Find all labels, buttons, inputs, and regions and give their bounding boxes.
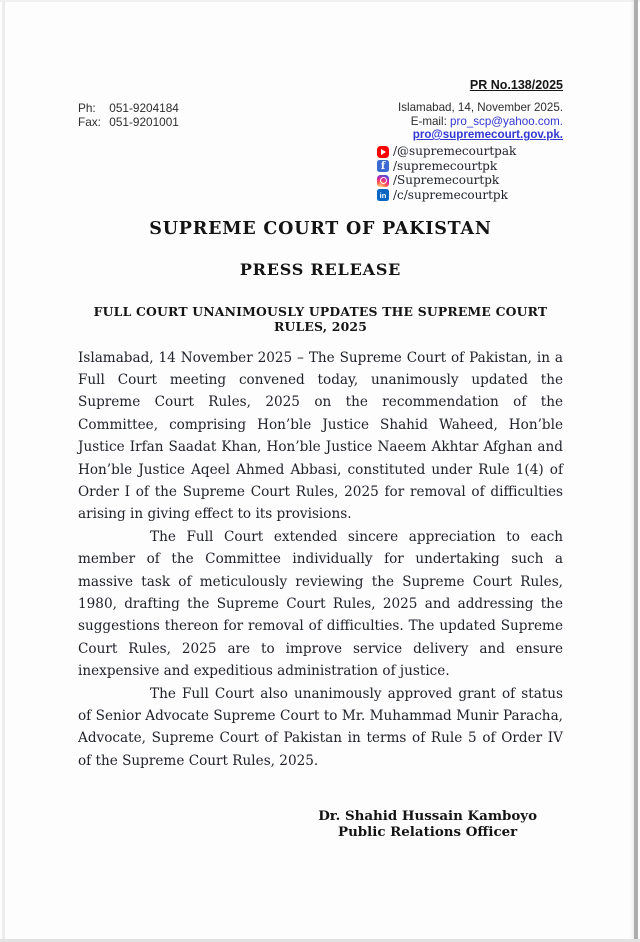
social-row-instagram[interactable]: [377, 174, 563, 189]
fax-label: Fax:: [78, 115, 101, 129]
signatory-name: Dr. Shahid Hussain Kamboyo: [318, 808, 537, 825]
facebook-handle[interactable]: /supremecourtpk: [393, 158, 498, 173]
headline: FULL COURT UNANIMOUSLY UPDATES THE SUPREME COURT RULES, 2025: [93, 303, 548, 334]
linkedin-handle[interactable]: /c/supremecourtpk: [393, 187, 508, 202]
fax-line: [78, 115, 179, 129]
email-gov-link[interactable]: pro@supremecourt.gov.pk.: [412, 128, 563, 141]
social-row-linkedin[interactable]: [377, 188, 563, 203]
email-line: [377, 115, 563, 129]
contact-block: [78, 101, 179, 203]
email-yahoo-link[interactable]: pro_scp@yahoo.com.: [450, 114, 563, 128]
signatory-title: Public Relations Officer: [338, 824, 518, 841]
pr-number: PR No.138/2025: [469, 78, 563, 92]
facebook-icon: f: [377, 160, 389, 172]
youtube-handle[interactable]: /@supremecourtpak: [393, 144, 517, 158]
paragraph-2: The Full Court extended sincere appreciation to each member of the Committee individually for undertaking such a massive task of meticulously reviewing the Supreme Court Rules, 1980, drafting the Supreme Court Rules, 2025 and addressing the suggestions thereon for removal of difficulties. The updated Supreme Court Rules, 2025 are to improve service delivery and ensure inexpensive and expeditious administration of justice.: [78, 528, 563, 680]
signature-block: [318, 808, 537, 840]
social-row-youtube[interactable]: [377, 145, 563, 160]
dateline: Islamabad, 14, November 2025.: [398, 101, 563, 114]
instagram-icon: [377, 175, 389, 187]
linkedin-icon: in: [377, 189, 389, 201]
phone-number: 051-9204184: [109, 101, 179, 115]
page-title: SUPREME COURT OF PAKISTAN: [149, 218, 492, 239]
phone-line: [78, 101, 179, 115]
press-release-subtitle: PRESS RELEASE: [239, 259, 402, 279]
email-label: E-mail:: [410, 114, 447, 128]
youtube-icon: [377, 146, 389, 158]
body-text: [78, 347, 563, 773]
fax-number: 051-9201001: [109, 115, 179, 129]
instagram-handle[interactable]: /Supremecourtpk: [393, 173, 500, 187]
email-gov-line: [377, 128, 563, 142]
paragraph-3: The Full Court also unanimously approved grant of status of Senior Advocate Supreme Court to Mr. Muhammad Munir Paracha, Advocate, Supreme Court of Pakistan in terms of Rule 5 of Order IV of the Supreme Court Rules, 2025.: [78, 685, 563, 769]
social-row-facebook[interactable]: [377, 159, 563, 174]
phone-label: Ph:: [78, 101, 96, 115]
paragraph-1: Islamabad, 14 November 2025 – The Supreme Court of Pakistan, in a Full Court meeting convened today, unanimously updated the Supreme Court Rules, 2025 on the recommendation of the Committee, comprising Hon’ble Justice Shahid Waheed, Hon’ble Justice Irfan Saadat Khan, Hon’ble Justice Naeem Akhtar Afghan and Hon’ble Justice Aqeel Ahmed Abbasi, constituted under Rule 1(4) of Order I of the Supreme Court Rules, 2025 for removal of difficulties arising in giving effect to its provisions.: [78, 349, 563, 523]
dateline-block: [377, 101, 563, 203]
letterhead: [78, 101, 563, 203]
social-links: [377, 145, 563, 203]
